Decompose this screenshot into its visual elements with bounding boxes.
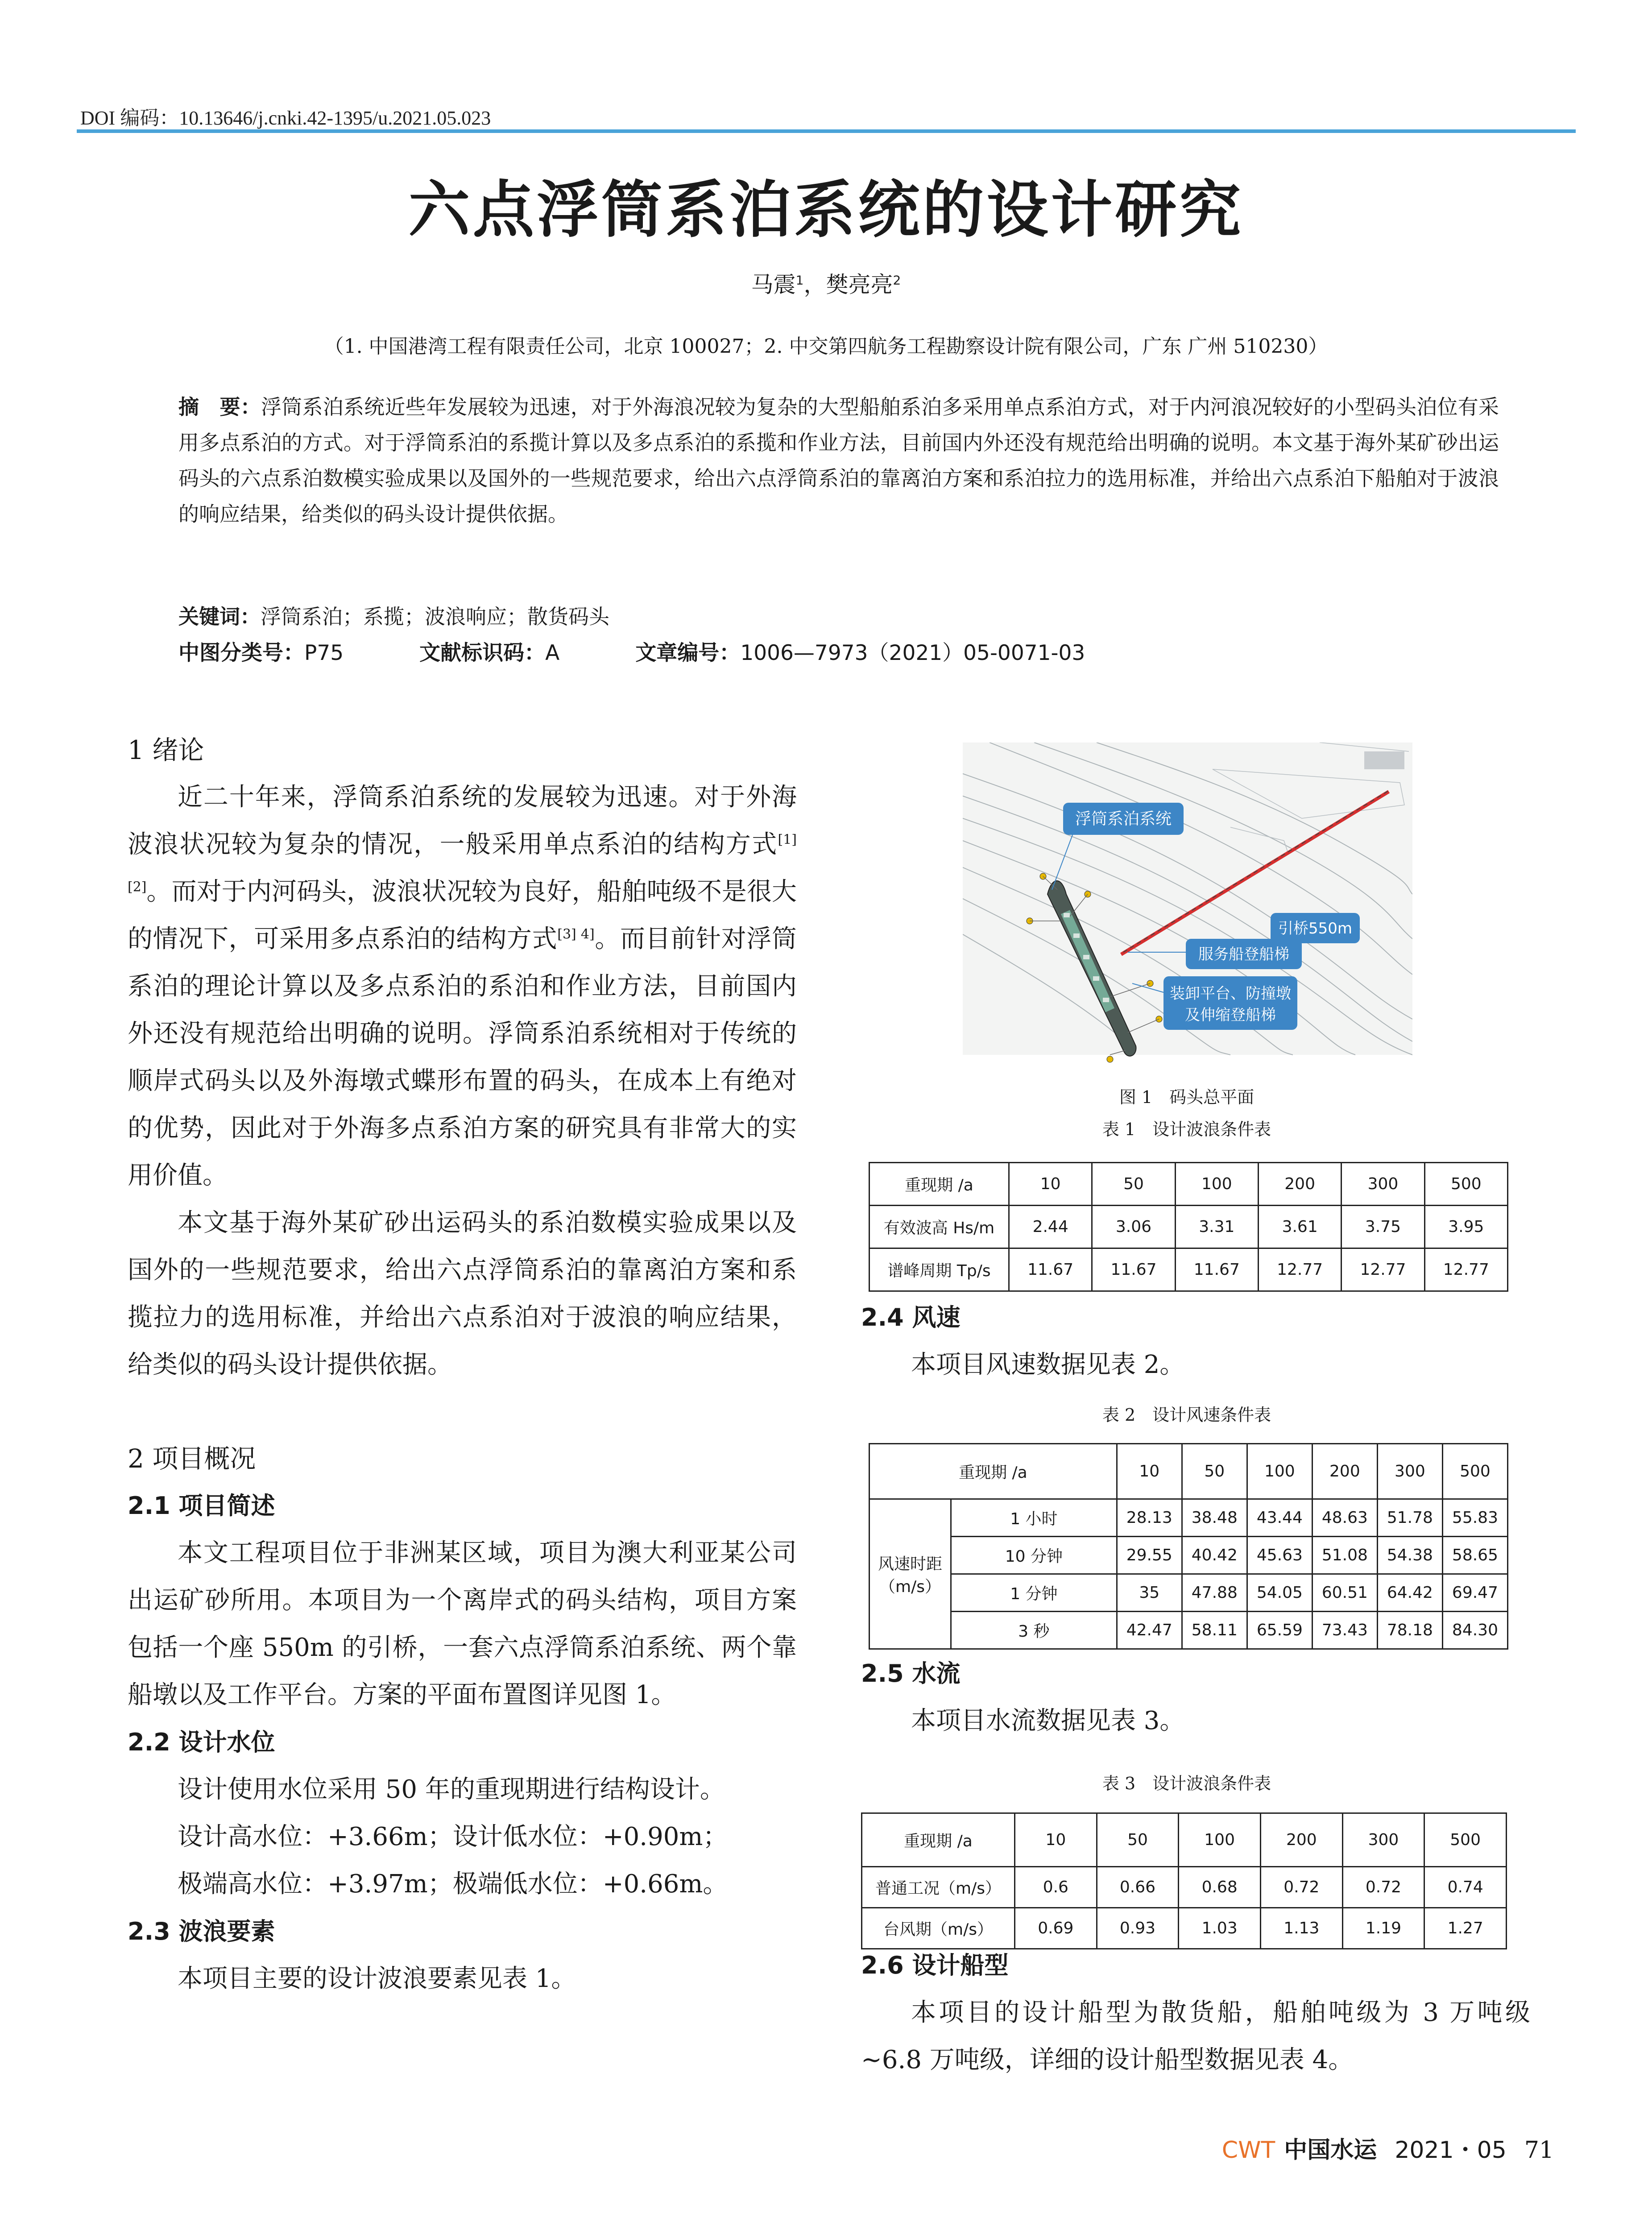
table-cell: 11.67 — [1092, 1248, 1175, 1291]
table-row — [869, 1574, 1508, 1612]
table-cell: 51.78 — [1377, 1499, 1442, 1537]
header-rule — [77, 129, 1576, 133]
table-cell: 0.68 — [1179, 1867, 1261, 1908]
table-caption: 表 2 设计风速条件表 — [1102, 1405, 1271, 1425]
section-2-5 — [861, 1650, 1503, 1745]
table-row — [869, 1499, 1508, 1537]
table-header-cell: 200 — [1260, 1813, 1342, 1867]
citation-ref: [3] 4] — [557, 926, 595, 942]
section-heading: 2 项目概况 — [128, 1443, 256, 1474]
table-cell: 0.72 — [1260, 1867, 1342, 1908]
figure-site-plan — [963, 742, 1412, 1082]
table-header-cell: 重现期 /a — [862, 1813, 1015, 1867]
table-header-cell: 50 — [1092, 1163, 1175, 1206]
table-cell: 29.55 — [1117, 1537, 1182, 1574]
author-affiliation-mark: 1 — [795, 273, 804, 288]
table-header-cell: 300 — [1377, 1444, 1442, 1499]
table-cell: 0.66 — [1097, 1867, 1179, 1908]
table-cell: 54.05 — [1247, 1574, 1312, 1612]
callout-loading-platform-2: 及伸缩登船梯 — [1185, 1006, 1276, 1024]
table-header-cell: 300 — [1341, 1163, 1424, 1206]
table-cell: 2.44 — [1009, 1206, 1092, 1248]
table-cell: 0.69 — [1015, 1908, 1097, 1949]
table-cell: 1 分钟 — [951, 1574, 1117, 1612]
table-header-cell: 200 — [1312, 1444, 1377, 1499]
table-row — [869, 1206, 1508, 1248]
page-number: 71 — [1524, 2137, 1554, 2164]
issue-number: 2021・05 — [1395, 2137, 1507, 2164]
table-row — [862, 1867, 1507, 1908]
article-number-label: 文章编号： — [635, 641, 741, 665]
table-cell: 84.30 — [1442, 1612, 1507, 1649]
table-cell: 0.74 — [1424, 1867, 1507, 1908]
author-separator: ， — [803, 272, 826, 298]
table-cell: 12.77 — [1341, 1248, 1424, 1291]
table-cell: 11.67 — [1175, 1248, 1258, 1291]
table-header-cell: 10 — [1009, 1163, 1092, 1206]
table-cell: 普通工况（m/s） — [862, 1867, 1015, 1908]
table-header-row — [869, 1444, 1508, 1499]
table-cell: 0.6 — [1015, 1867, 1097, 1908]
table-cell: 51.08 — [1312, 1537, 1377, 1574]
table-row — [869, 1612, 1508, 1649]
abstract-text: 浮筒系泊系统近些年发展较为迅速，对于外海浪况较为复杂的大型船舶系泊多采用单点系泊方式，对于内河浪况较好的小型码头泊位有采用多点系泊的方式。对于浮筒系泊的系揽计算以及多点系泊的系揽和作业方法，目前国内外还没有规范给出明确的说明。本文基于海外某矿砂出运码头的六点系泊数模实验成果以及国外的一些规范要求，给出六点浮筒系泊的靠离泊方案和系泊拉力的选用标准，并给出六点系泊下船舶对于波浪的响应结果，给类似的码头设计提供依据。 — [178, 395, 1499, 526]
clc-label: 中图分类号： — [178, 641, 304, 665]
table-cell: 48.63 — [1312, 1499, 1377, 1537]
table-cell: 10 分钟 — [951, 1537, 1117, 1574]
table-header-cell: 300 — [1342, 1813, 1424, 1867]
table-cell: 69.47 — [1442, 1574, 1507, 1612]
body-paragraph: 本项目主要的设计波浪要素见表 1。 — [178, 1964, 576, 1993]
table-header-cell: 重现期 /a — [869, 1163, 1009, 1206]
table-cell: 54.38 — [1377, 1537, 1442, 1574]
clc-value: P75 — [304, 641, 344, 665]
body-paragraph: 近二十年来，浮筒系泊系统的发展较为迅速。对于外海波浪状况较为复杂的情况，一般采用单点系泊的结构方式[1] [2]。而对于内河码头，波浪状况较为良好，船舶吨级不是很大的情况下，可采用多点系泊的结构方式[3] 4]。而目前针对浮筒系泊的理论计算以及多点系泊的系泊和作业方法，目前国内外还没有规范给出明确的说明。浮筒系泊系统相对于传统的顺岸式码头以及外海墩式蝶形布置的码头，在成本上有绝对的优势，因此对于外海多点系泊方案的研究具有非常大的实用价值。 — [128, 783, 797, 1190]
subsection-heading: 2.4 风速 — [861, 1303, 961, 1331]
table-cell: 64.42 — [1377, 1574, 1442, 1612]
callout-loading-platform: 装卸平台、防撞墩 — [1170, 985, 1291, 1003]
table-header-row — [862, 1813, 1507, 1867]
table-cell: 3.61 — [1258, 1206, 1341, 1248]
body-line: 极端高水位：+3.97m；极端低水位：+0.66m。 — [178, 1870, 728, 1899]
subsection-heading: 2.6 设计船型 — [861, 1951, 1009, 1979]
table-caption: 表 1 设计波浪条件表 — [1102, 1120, 1271, 1139]
table-header-cell: 10 — [1117, 1444, 1182, 1499]
table-cell: 38.48 — [1182, 1499, 1247, 1537]
author-affiliation-mark: 2 — [893, 273, 901, 288]
table-header-row — [869, 1163, 1508, 1206]
table-cell: 3.06 — [1092, 1206, 1175, 1248]
table-row — [869, 1537, 1508, 1574]
table-cell: 有效波高 Hs/m — [869, 1206, 1009, 1248]
abstract-label: 摘 要： — [178, 395, 261, 419]
article-number-value: 1006—7973（2021）05-0071-03 — [740, 641, 1085, 665]
body-paragraph: 本文基于海外某矿砂出运码头的系泊数模实验成果以及国外的一些规范要求，给出六点浮筒系泊的靠离泊方案和系揽拉力的选用标准，并给出六点系泊对于波浪的响应结果，给类似的码头设计提供依据。 — [128, 1208, 797, 1379]
table-cell: 78.18 — [1377, 1612, 1442, 1649]
body-line: 设计高水位：+3.66m；设计低水位：+0.90m； — [178, 1822, 728, 1851]
table-cell: 65.59 — [1247, 1612, 1312, 1649]
table-header-cell: 100 — [1175, 1163, 1258, 1206]
callout-mooring-system: 浮筒系泊系统 — [1075, 810, 1172, 828]
section-heading: 1 绪论 — [128, 735, 204, 765]
author-line — [0, 267, 1652, 299]
affiliations: （1. 中国港湾工程有限责任公司，北京 100027；2. 中交第四航务工程勘察设计院有限公司，广东 广州 510230） — [324, 335, 1328, 358]
table-cell: 58.11 — [1182, 1612, 1247, 1649]
callout-approach-bridge: 引桥550m — [1278, 920, 1353, 937]
table-cell: 1.27 — [1424, 1908, 1507, 1949]
keywords-text: 浮筒系泊；系揽；波浪响应；散货码头 — [261, 605, 609, 629]
body-line: 设计使用水位采用 50 年的重现期进行结构设计。 — [178, 1775, 725, 1804]
table-cell: 55.83 — [1442, 1499, 1507, 1537]
table-cell: 1.13 — [1260, 1908, 1342, 1949]
classification-line — [178, 635, 1499, 671]
author-name: 马震 — [751, 272, 796, 298]
keywords — [178, 599, 1499, 634]
paper-title: 六点浮筒系泊系统的设计研究 — [408, 173, 1244, 246]
table-cell: 45.63 — [1247, 1537, 1312, 1574]
table-cell: 43.44 — [1247, 1499, 1312, 1537]
callout-service-ladder: 服务船登船梯 — [1198, 945, 1289, 963]
doi-line: DOI 编码：10.13646/j.cnki.42-1395/u.2021.05.023 — [80, 107, 491, 129]
table-cell: 台风期（m/s） — [862, 1908, 1015, 1949]
left-column — [128, 726, 797, 2003]
page-footer — [1222, 2131, 1554, 2165]
table-group-cell: 风速时距 （m/s） — [869, 1499, 951, 1649]
table-cell: 谱峰周期 Tp/s — [869, 1248, 1009, 1291]
section-2-4 — [861, 1294, 1503, 1389]
body-paragraph: 本文工程项目位于非洲某区域，项目为澳大利亚某公司出运矿砂所用。本项目为一个离岸式的码头结构，项目方案包括一个座 550m 的引桥，一套六点浮筒系泊系统、两个靠船墩以及工作平台。方案的平面布置图详见图 1。 — [128, 1538, 797, 1709]
table-header-cell: 200 — [1258, 1163, 1341, 1206]
wind-conditions-table — [869, 1443, 1508, 1650]
doc-code-value: A — [545, 641, 560, 665]
subsection-heading: 2.5 水流 — [861, 1659, 961, 1688]
table-header-cell: 重现期 /a — [869, 1444, 1117, 1499]
table-cell: 11.67 — [1009, 1248, 1092, 1291]
table-caption: 表 3 设计波浪条件表 — [1102, 1774, 1271, 1793]
table-cell: 1.19 — [1342, 1908, 1424, 1949]
table-header-cell: 500 — [1424, 1813, 1507, 1867]
body-paragraph: 本项目的设计船型为散货船，船舶吨级为 3 万吨级 ~6.8 万吨级，详细的设计船型数据见表 4。 — [861, 1998, 1530, 2074]
author-name: 樊亮亮 — [826, 272, 893, 298]
table-header-cell: 500 — [1442, 1444, 1507, 1499]
section-2-6 — [861, 1942, 1530, 2084]
table-header-cell: 10 — [1015, 1813, 1097, 1867]
journal-logo-text: CWT — [1221, 2137, 1275, 2164]
table-cell: 42.47 — [1117, 1612, 1182, 1649]
citation-ref: [1] [2] — [128, 832, 797, 895]
table-cell: 12.77 — [1424, 1248, 1507, 1291]
body-paragraph: 本项目水流数据见表 3。 — [911, 1706, 1185, 1735]
table-cell: 35 — [1117, 1574, 1182, 1612]
table-cell: 28.13 — [1117, 1499, 1182, 1537]
table-cell: 3 秒 — [951, 1612, 1117, 1649]
table-cell: 3.95 — [1424, 1206, 1507, 1248]
table-cell: 0.72 — [1342, 1867, 1424, 1908]
table-header-cell: 50 — [1182, 1444, 1247, 1499]
site-plan-map — [963, 742, 1412, 1082]
abstract — [178, 389, 1499, 532]
table-header-cell: 100 — [1179, 1813, 1261, 1867]
table-cell: 0.93 — [1097, 1908, 1179, 1949]
table-header-cell: 100 — [1247, 1444, 1312, 1499]
figure-caption: 图 1 码头总平面 — [1119, 1087, 1255, 1107]
table-cell: 1.03 — [1179, 1908, 1261, 1949]
subsection-heading: 2.3 波浪要素 — [128, 1917, 275, 1945]
keywords-label: 关键词： — [178, 605, 261, 629]
table-cell: 47.88 — [1182, 1574, 1247, 1612]
doc-code-label: 文献标识码： — [419, 641, 546, 665]
subsection-heading: 2.1 项目简述 — [128, 1492, 275, 1520]
table-cell: 58.65 — [1442, 1537, 1507, 1574]
subsection-heading: 2.2 设计水位 — [128, 1728, 275, 1756]
table-cell: 3.31 — [1175, 1206, 1258, 1248]
table-header-cell: 50 — [1097, 1813, 1179, 1867]
table-row — [869, 1248, 1508, 1291]
wave-conditions-table — [869, 1162, 1508, 1292]
journal-name: 中国水运 — [1284, 2136, 1377, 2164]
table-cell: 12.77 — [1258, 1248, 1341, 1291]
table-cell: 3.75 — [1341, 1206, 1424, 1248]
table-cell: 73.43 — [1312, 1612, 1377, 1649]
table-cell: 60.51 — [1312, 1574, 1377, 1612]
table-cell: 1 小时 — [951, 1499, 1117, 1537]
current-conditions-table — [861, 1812, 1507, 1949]
table-cell: 40.42 — [1182, 1537, 1247, 1574]
table-header-cell: 500 — [1424, 1163, 1507, 1206]
body-paragraph: 本项目风速数据见表 2。 — [911, 1350, 1185, 1379]
